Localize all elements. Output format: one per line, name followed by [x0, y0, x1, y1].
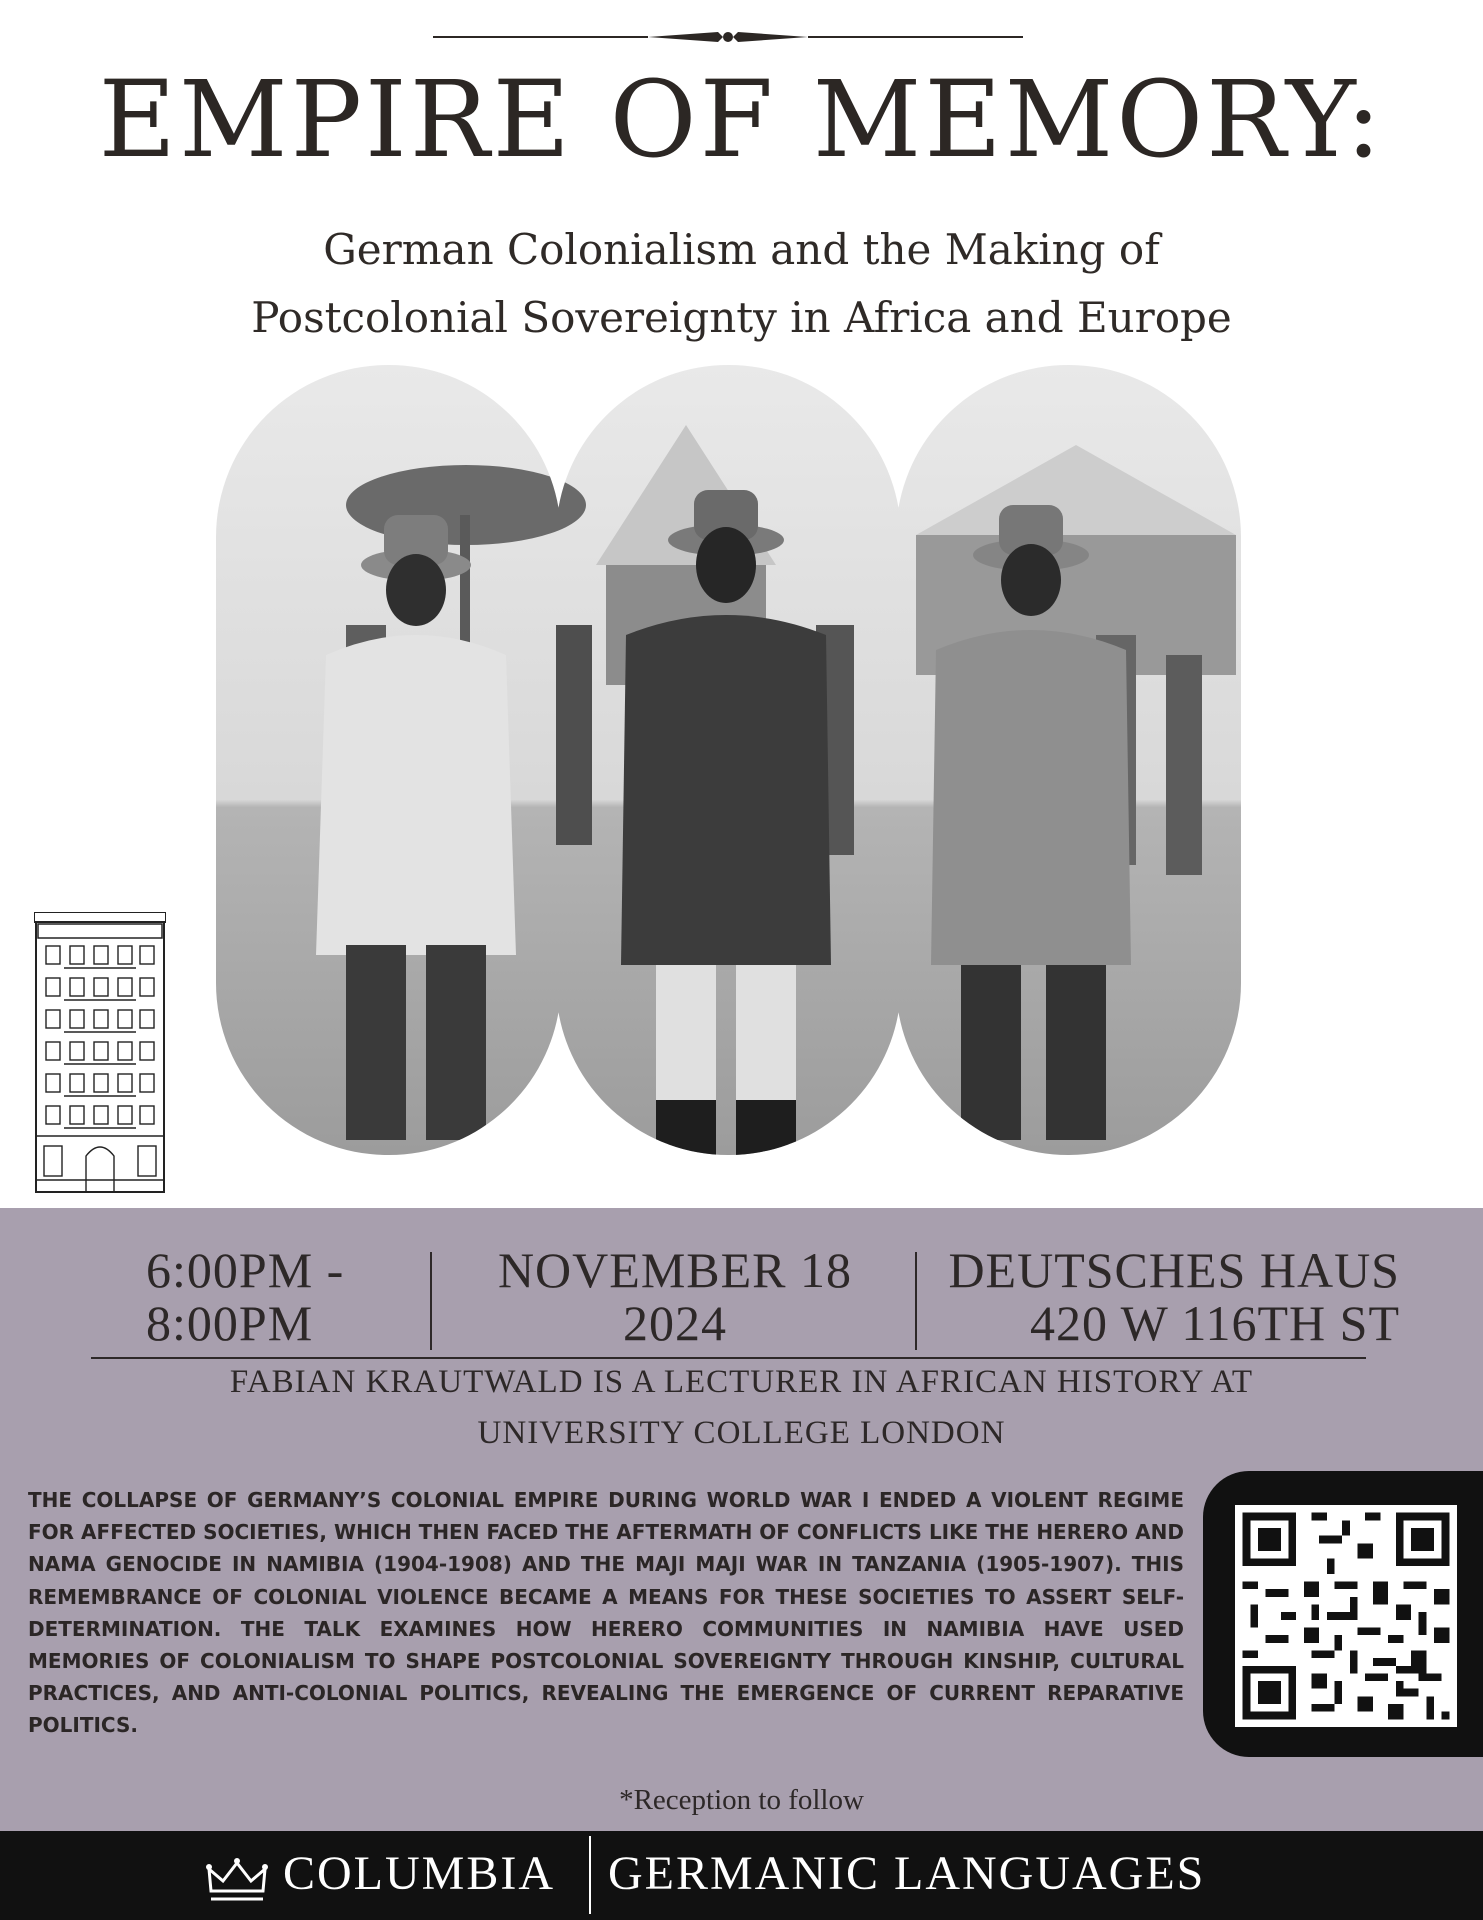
horizontal-divider: [91, 1357, 1366, 1359]
subtitle-line-1: German Colonialism and the Making of: [323, 225, 1160, 274]
event-date-year: 2024: [623, 1294, 727, 1351]
talk-abstract: THE COLLAPSE OF GERMANY’S COLONIAL EMPIRE DURING WORLD WAR I ENDED A VIOLENT REGIME FOR AFFECTED SOCIETIES, WHICH THEN FACED THE AFTERMATH OF CONFLICTS LIKE THE HERERO AND NAMA GENOCIDE IN NAMIBIA (1904-1908) AND THE MAJI MAJI WAR IN TANZANIA (1905-1907). THIS REMEMBRANCE OF COLONIAL VIOLENCE BECAME A MEANS FOR THESE SOCIETIES TO ASSERT SELF-DETERMINATION. THE TALK EXAMINES HOW HERERO COMMUNITIES IN NAMIBIA HAVE USED MEMORIES OF COLONIALISM TO SHAPE POSTCOLONIAL SOVEREIGNTY THROUGH KINSHIP, CULTURAL PRACTICES, AND ANTI-COLONIAL POLITICS, REVEALING THE EMERGENCE OF CURRENT REPARATIVE POLITICS.: [28, 1488, 1184, 1738]
event-date: [455, 1244, 895, 1349]
divider-ornament: [433, 26, 1023, 48]
speaker-bio-line-2: UNIVERSITY COLLEGE LONDON: [477, 1415, 1006, 1451]
crown-icon: [205, 1855, 269, 1905]
department-name: GERMANIC LANGUAGES: [608, 1847, 1206, 1900]
column-divider: [915, 1252, 917, 1350]
event-time: [146, 1244, 344, 1349]
speaker-bio-line-1: FABIAN KRAUTWALD IS A LECTURER IN AFRICAN HISTORY AT: [229, 1364, 1254, 1400]
footer-divider: [589, 1836, 591, 1914]
reception-note: *Reception to follow: [619, 1784, 864, 1816]
page-title: EMPIRE OF MEMORY:: [98, 58, 1385, 181]
event-time-start: 6:00PM -: [146, 1242, 345, 1298]
building-icon: [34, 912, 166, 1194]
venue-name: DEUTSCHES HAUS: [948, 1242, 1400, 1298]
subtitle-line-2: Postcolonial Sovereignty in Africa and Europe: [251, 293, 1232, 342]
qr-code-icon[interactable]: [1235, 1505, 1457, 1727]
columbia-wordmark: COLUMBIA: [283, 1847, 556, 1900]
archival-photo: [216, 365, 1241, 1155]
venue-address: 420 W 116TH ST: [1029, 1294, 1400, 1351]
event-date-day: NOVEMBER 18: [497, 1242, 853, 1298]
column-divider: [430, 1252, 432, 1350]
event-venue: [930, 1244, 1400, 1349]
event-time-end: 8:00PM: [146, 1294, 314, 1351]
